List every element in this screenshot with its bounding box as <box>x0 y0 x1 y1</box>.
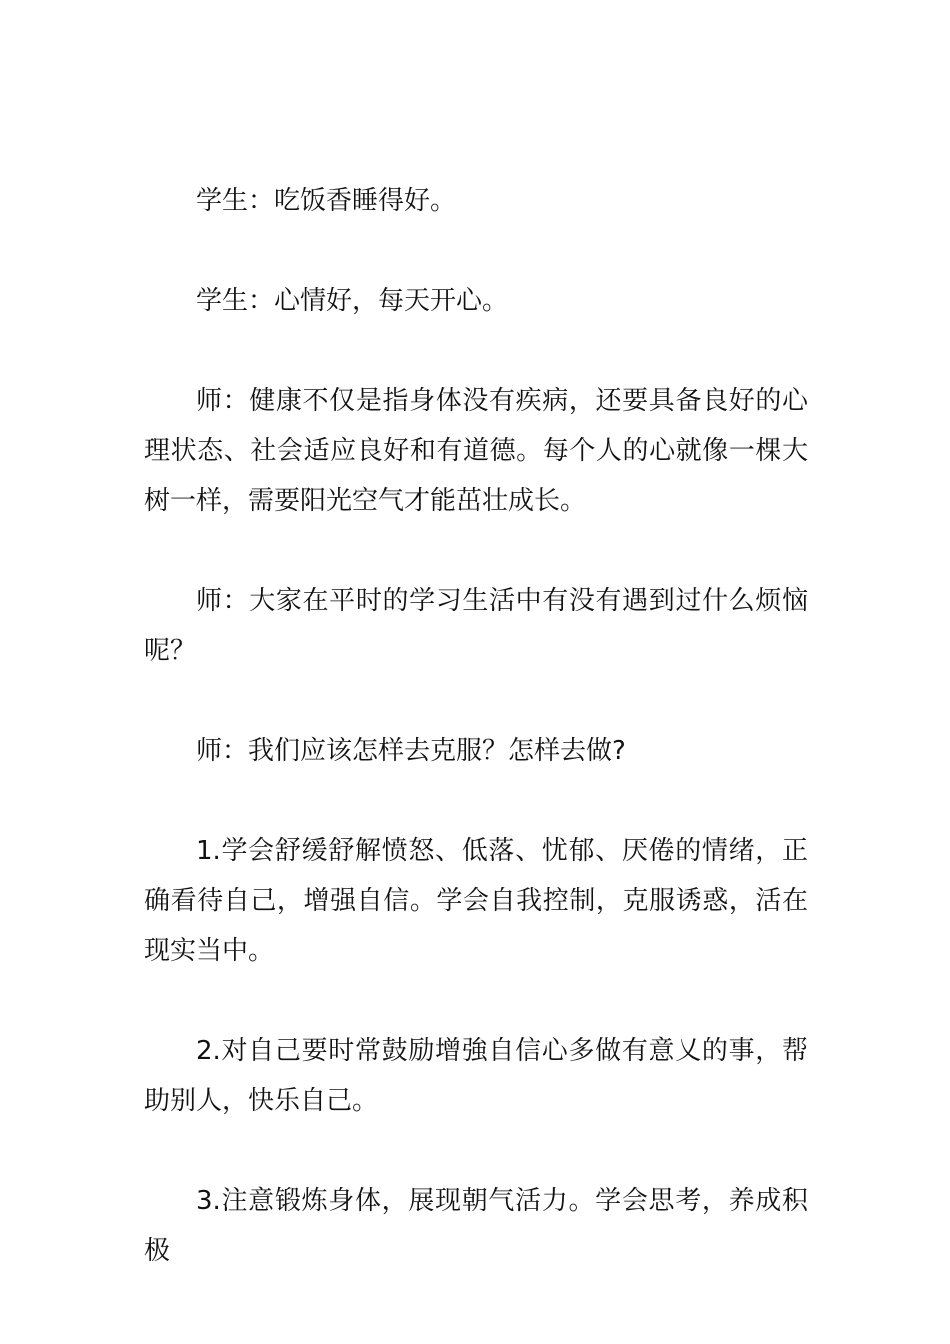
list-item-2: 2.对自己要时常鼓励增強自信心多做有意乂的事，帮助别人，快乐自己。 <box>144 1036 808 1116</box>
document-body <box>144 176 808 1326</box>
dialogue-paragraph-teacher-2: 师：大家在平时的学习生活中有没有遇到过什么烦恼呢？ <box>144 586 808 666</box>
dialogue-paragraph-student-2: 学生：心情好，每天开心。 <box>196 286 509 316</box>
dialogue-paragraph-student-1: 学生：吃饭香睡得好。 <box>196 186 457 216</box>
list-item-1: 1.学会舒缓舒解愤怒、低落、忧郁、厌倦的情绪，正确看待自己，增强自信。学会自我控制，克服诱惑，活在现实当中。 <box>144 836 808 966</box>
dialogue-paragraph-teacher-3: 师：我们应该怎样去克服？怎样去做? <box>196 736 626 766</box>
list-item-3: 3.注意锻炼身体，展现朝气活力。学会思考，养成积极 <box>144 1186 808 1266</box>
dialogue-paragraph-teacher-1: 师：健康不仅是指身体没有疾病，还要具备良好的心理状态、社会适应良好和有道德。每个人的心就像一棵大树一样，需要阳光空气才能茁壮成长。 <box>144 386 808 516</box>
